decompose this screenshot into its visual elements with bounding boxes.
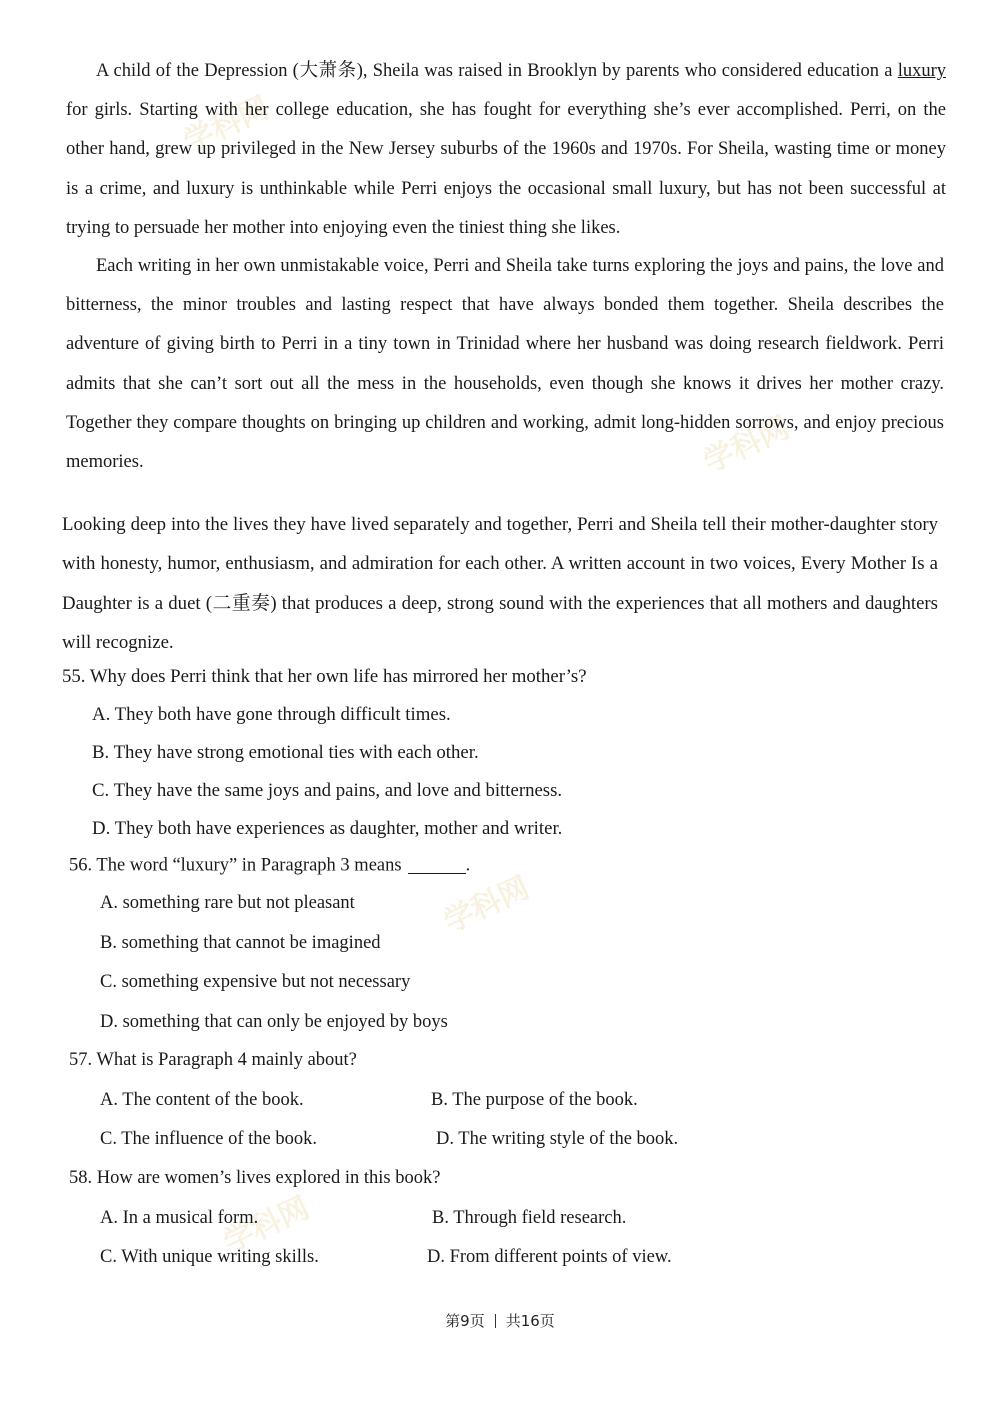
question-55-option-a: A. They both have gone through difficult times.: [92, 704, 451, 725]
watermark: 学科网: [438, 870, 535, 941]
question-56-option-c: C. something expensive but not necessary: [100, 972, 411, 992]
question-56-option-d: D. something that can only be enjoyed by boys: [100, 1012, 448, 1032]
question-57-stem: 57. What is Paragraph 4 mainly about?: [69, 1050, 357, 1070]
watermark: 学科网: [178, 90, 275, 161]
question-58-option-a: A. In a musical form.: [100, 1208, 259, 1228]
watermark: 学科网: [698, 410, 795, 481]
question-57-option-a: A. The content of the book.: [100, 1090, 304, 1110]
question-58-option-b: B. Through field research.: [432, 1208, 627, 1228]
question-58-stem: 58. How are women’s lives explored in this book?: [69, 1168, 441, 1188]
question-58-option-d: D. From different points of view.: [427, 1247, 672, 1267]
question-55-option-d: D. They both have experiences as daughter, mother and writer.: [92, 818, 563, 839]
question-56-option-b: B. something that cannot be imagined: [100, 933, 381, 953]
question-55-option-c: C. They have the same joys and pains, and love and bitterness.: [92, 780, 563, 801]
page-number: 第9页: [445, 1312, 485, 1330]
question-57-option-d: D. The writing style of the book.: [436, 1129, 679, 1149]
question-58-option-c: C. With unique writing skills.: [100, 1247, 319, 1267]
question-55-stem: 55. Why does Perri think that her own life has mirrored her mother’s?: [62, 666, 587, 687]
answer-blank: [408, 854, 466, 874]
question-55-option-b: B. They have strong emotional ties with each other.: [92, 742, 479, 763]
watermark: 学科网: [218, 1190, 315, 1261]
question-57-option-b: B. The purpose of the book.: [431, 1090, 638, 1110]
page-footer: [0, 1310, 1000, 1331]
question-56-option-a: A. something rare but not pleasant: [100, 893, 355, 913]
footer-divider: [495, 1314, 496, 1328]
page-total: 共16页: [505, 1312, 555, 1330]
underlined-word: luxury: [897, 61, 946, 81]
passage-paragraph-3: Looking deep into the lives they have lived separately and together, Perri and Sheila tell their mother-daughter story with honesty, humor, enthusiasm, and admiration for each other. A written account in two voices, Every Mother Is a Daughter is a duet (二重奏) that produces a deep, strong sound with the experiences that all mothers and daughters will recognize.: [62, 514, 938, 653]
question-57-option-c: C. The influence of the book.: [100, 1129, 317, 1149]
passage-paragraph-2: Each writing in her own unmistakable voice, Perri and Sheila take turns exploring the joys and pains, the love and bitterness, the minor troubles and lasting respect that have always bonded them together. Sheila describes the adventure of giving birth to Perri in a tiny town in Trinidad where her husband was doing research fieldwork. Perri admits that she can’t sort out all the mess in the households, even though she knows it drives her mother crazy. Together they compare thoughts on bringing up children and working, admit long-hidden sorrows, and enjoy precious memories.: [66, 256, 944, 473]
question-56-stem: 56. The word “luxury” in Paragraph 3 means .: [69, 855, 471, 876]
passage-paragraph-1: A child of the Depression (大萧条), Sheila was raised in Brooklyn by parents who considered education a luxury for girls. Starting with her college education, she has fought for everything she’s ever accomplished. Perri, on the other hand, grew up privileged in the New Jersey suburbs of the 1960s and 1970s. For Sheila, wasting time or money is a crime, and luxury is unthinkable while Perri enjoys the occasional small luxury, but has not been successful at trying to persuade her mother into enjoying even the tiniest thing she likes.: [66, 61, 946, 238]
